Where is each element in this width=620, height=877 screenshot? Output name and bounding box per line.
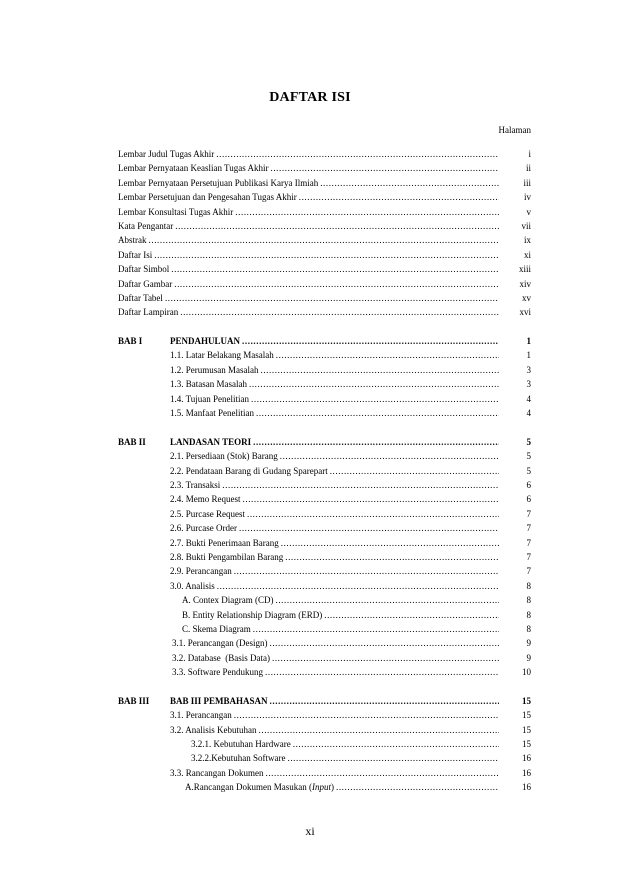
toc-label: Daftar Gambar	[118, 278, 173, 289]
chapter-row	[118, 435, 531, 449]
toc-row	[118, 665, 531, 679]
toc-row	[118, 464, 531, 478]
section-label: 2.9. Perancangan	[170, 566, 232, 577]
toc-row	[118, 406, 531, 420]
dot-leader	[175, 219, 499, 233]
section-label: 2.1. Persediaan (Stok) Barang	[170, 451, 278, 462]
chapter-title: LANDASAN TEORI	[170, 436, 252, 447]
section-label: 1.4. Tujuan Penelitian	[170, 393, 250, 404]
dot-leader	[165, 291, 499, 305]
toc-page: 6	[526, 494, 531, 505]
chapter-title: BAB III PEMBAHASAN	[170, 695, 268, 706]
toc-page: iv	[523, 192, 531, 203]
toc-row	[118, 751, 531, 765]
toc-label: Lembar Persetujuan dan Pengesahan Tugas Akhir	[118, 192, 297, 203]
toc-page: 5	[526, 451, 531, 462]
halaman-label: Halaman	[498, 125, 531, 135]
toc-row	[118, 392, 531, 406]
toc-page: 10	[522, 667, 531, 678]
toc-page: vii	[521, 220, 531, 231]
page-title: DAFTAR ISI	[269, 90, 351, 105]
toc-row	[118, 780, 531, 794]
dot-leader	[247, 507, 499, 521]
toc-row	[118, 291, 531, 305]
toc-page: 3	[526, 379, 531, 390]
toc-page: 7	[526, 566, 531, 577]
toc-label: Lembar Judul Tugas Akhir	[118, 149, 215, 159]
toc-row	[118, 219, 531, 233]
dot-leader	[239, 521, 499, 535]
dot-leader	[234, 708, 499, 722]
toc-page: 15	[522, 695, 531, 706]
toc-row	[118, 277, 531, 291]
toc-page: 9	[526, 652, 531, 663]
dot-leader	[270, 161, 499, 175]
chapter-number: BAB I	[118, 336, 143, 347]
section-label: 2.7. Bukti Penerimaan Barang	[170, 537, 279, 548]
toc-row	[118, 205, 531, 219]
toc-row	[118, 348, 531, 362]
dot-leader	[285, 550, 499, 564]
section-label: 2.4. Memo Request	[170, 494, 241, 505]
dot-leader	[235, 205, 499, 219]
section-label: 1.3. Batasan Masalah	[170, 379, 247, 390]
toc-row	[118, 521, 531, 535]
toc-row	[118, 147, 531, 161]
toc-row	[118, 636, 531, 650]
toc-row	[118, 190, 531, 204]
dot-leader	[251, 392, 499, 406]
section-label: 2.6. Purcase Order	[170, 523, 237, 534]
dot-leader	[276, 348, 499, 362]
toc-row	[118, 449, 531, 463]
dot-leader	[171, 262, 499, 276]
toc-page: 5	[526, 465, 531, 476]
dot-leader	[269, 636, 499, 650]
dot-leader	[265, 766, 499, 780]
section-label: 3.1. Perancangan (Design)	[172, 638, 268, 649]
section-label: 1.2. Perumusan Masalah	[170, 364, 259, 375]
toc-label: Daftar Lampiran	[118, 307, 179, 318]
dot-leader	[259, 723, 500, 737]
toc-row	[118, 708, 531, 722]
dot-leader	[243, 492, 500, 506]
toc-row	[118, 766, 531, 780]
toc-label: Lembar Pernyataan Persetujuan Publikasi Karya Ilmiah	[118, 177, 319, 188]
toc-label: Kata Pengantar	[118, 220, 174, 231]
dot-leader	[281, 536, 499, 550]
subsection-label: 3.2.1. Kebutuhan Hardware	[191, 739, 291, 750]
toc-row	[118, 363, 531, 377]
subsection-label: A. Contex Diagram (CD)	[182, 595, 274, 606]
page-number: xi	[305, 824, 315, 838]
toc-row	[118, 536, 531, 550]
toc-page: 16	[522, 767, 531, 778]
chapter-row	[118, 334, 531, 348]
section-label: 2.3. Transaksi	[170, 479, 221, 490]
toc-row	[118, 737, 531, 751]
toc-page: 9	[526, 638, 531, 649]
toc-row	[118, 262, 531, 276]
section-label: 2.2. Pendataan Barang di Gudang Sparepart	[170, 465, 328, 476]
toc-row	[118, 233, 531, 247]
toc-page: 8	[526, 595, 531, 606]
dot-leader	[217, 579, 499, 593]
toc-row	[118, 478, 531, 492]
section-label: 1.5. Manfaat Penelitian	[170, 408, 254, 419]
toc-page: 5	[526, 436, 531, 447]
toc-row	[118, 622, 531, 636]
toc-page: 1	[526, 350, 531, 361]
toc-page: iii	[523, 177, 531, 188]
toc-page: 1	[526, 336, 531, 347]
toc-page: 6	[526, 479, 531, 490]
dot-leader	[242, 334, 499, 348]
section-label: 1.1. Latar Belakang Masalah	[170, 350, 274, 361]
toc-page: xi	[523, 249, 531, 260]
toc-row	[118, 377, 531, 391]
section-label: 3.2. Database (Basis Data)	[172, 652, 270, 663]
subsection-label: B. Entity Relationship Diagram (ERD)	[182, 609, 323, 620]
toc-page: 8	[526, 623, 531, 634]
section-label: 3.1. Perancangan	[170, 710, 232, 721]
dot-leader	[299, 190, 499, 204]
toc-label: Daftar Isi	[118, 249, 153, 260]
dot-leader	[275, 593, 499, 607]
section-label: 3.2. Analisis Kebutuhan	[170, 724, 257, 735]
toc-row	[118, 161, 531, 175]
chapter-number: BAB II	[118, 436, 146, 447]
toc-page: 7	[526, 523, 531, 534]
toc-page: 4	[526, 393, 531, 404]
toc-row	[118, 564, 531, 578]
toc-page: 8	[526, 609, 531, 620]
subsection-label: C. Skema Diagram	[182, 623, 251, 634]
toc-page: 15	[522, 739, 531, 750]
section-label: 2.8. Bukti Pengambilan Barang	[170, 551, 284, 562]
toc-row	[118, 593, 531, 607]
toc-label: Lembar Konsultasi Tugas Akhir	[118, 206, 234, 217]
toc-row	[118, 651, 531, 665]
toc-page: 3	[526, 364, 531, 375]
toc-page: 7	[526, 508, 531, 519]
toc-page: 8	[526, 580, 531, 591]
dot-leader	[265, 665, 499, 679]
dot-leader	[336, 780, 499, 794]
toc-row	[118, 492, 531, 506]
dot-leader	[149, 233, 500, 247]
chapter-number: BAB III	[118, 695, 150, 706]
toc-row	[118, 608, 531, 622]
toc-page: xiv	[519, 278, 531, 289]
toc-row	[118, 723, 531, 737]
toc-label: Abstrak	[118, 235, 147, 246]
table-of-contents	[118, 147, 531, 795]
dot-leader	[330, 464, 499, 478]
dot-leader	[222, 478, 499, 492]
toc-page: xvi	[519, 307, 531, 318]
chapter-row	[118, 694, 531, 708]
toc-page: xiii	[518, 264, 531, 275]
toc-page: 16	[522, 782, 531, 793]
toc-page: 7	[526, 537, 531, 548]
toc-page: v	[526, 206, 531, 217]
dot-leader	[293, 737, 499, 751]
toc-page: xv	[522, 292, 531, 303]
dot-leader	[320, 176, 499, 190]
toc-label: Daftar Simbol	[118, 264, 170, 275]
dot-leader	[270, 694, 499, 708]
subsection-label: 3.2.2.Kebutuhan Software	[191, 753, 286, 764]
dot-leader	[253, 435, 499, 449]
dot-leader	[249, 377, 499, 391]
dot-leader	[234, 564, 499, 578]
dot-leader	[154, 248, 499, 262]
chapter-title: PENDAHULUAN	[170, 336, 241, 347]
toc-row	[118, 305, 531, 319]
toc-row	[118, 507, 531, 521]
subsection-label: A.Rancangan Dokumen Masukan (Input)	[185, 782, 334, 793]
toc-row	[118, 579, 531, 593]
toc-page: i	[528, 149, 531, 159]
section-label: 3.0. Analisis	[170, 580, 215, 591]
dot-leader	[180, 305, 499, 319]
section-label: 2.5. Purcase Request	[170, 508, 245, 519]
dot-leader	[174, 277, 499, 291]
toc-page: 15	[522, 724, 531, 735]
section-label: 3.3. Software Pendukung	[172, 667, 263, 678]
dot-leader	[272, 651, 499, 665]
toc-page: 15	[522, 710, 531, 721]
dot-leader	[256, 406, 499, 420]
toc-row	[118, 550, 531, 564]
toc-label: Daftar Tabel	[118, 292, 163, 303]
toc-page: ii	[525, 163, 531, 174]
dot-leader	[324, 608, 499, 622]
dot-leader	[280, 449, 499, 463]
toc-page: 4	[526, 408, 531, 419]
toc-row	[118, 176, 531, 190]
toc-row	[118, 248, 531, 262]
toc-page: ix	[523, 235, 531, 246]
dot-leader	[260, 363, 499, 377]
toc-label: Lembar Pernyataan Keaslian Tugas Akhir	[118, 163, 269, 174]
dot-leader	[216, 147, 499, 161]
section-label: 3.3. Rancangan Dokumen	[170, 767, 264, 778]
dot-leader	[253, 622, 499, 636]
toc-page: 7	[526, 551, 531, 562]
toc-page: 16	[522, 753, 531, 764]
dot-leader	[287, 751, 499, 765]
